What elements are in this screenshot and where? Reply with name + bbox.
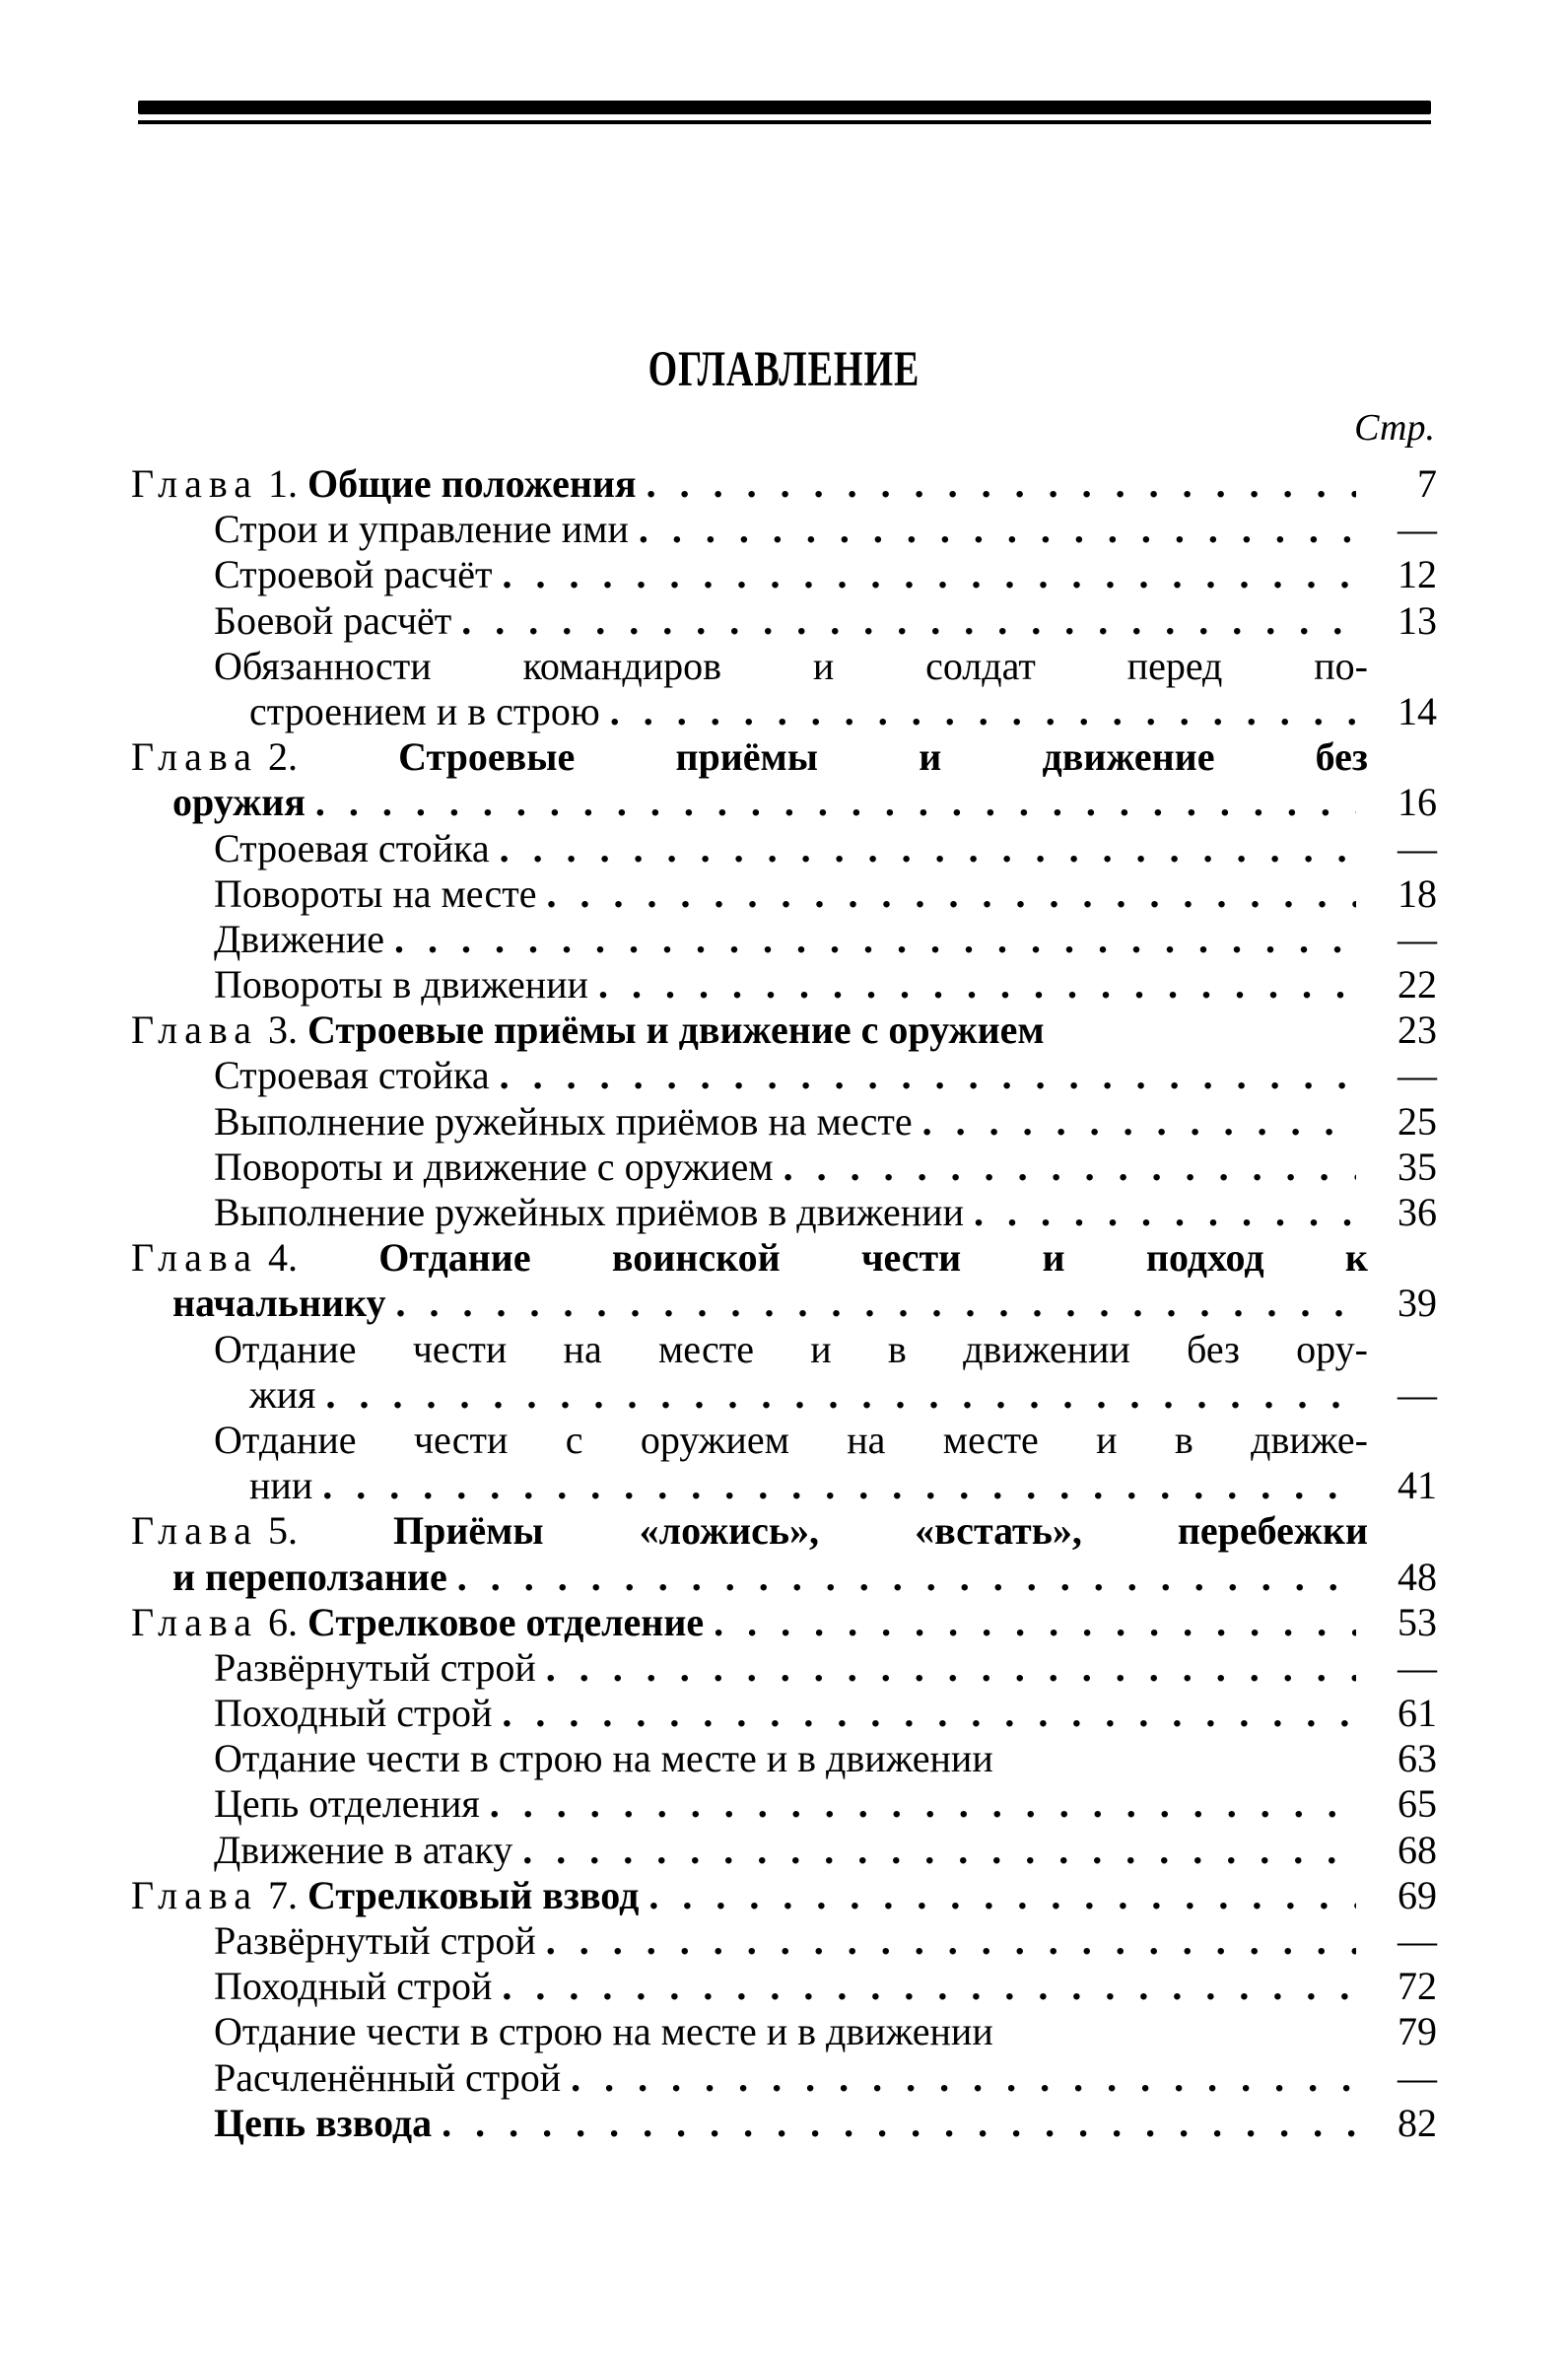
entry-label bbox=[131, 1007, 1368, 1053]
page-number: — bbox=[1398, 1371, 1437, 1417]
chapter-title-word: «ложись», bbox=[639, 1508, 820, 1554]
toc-section-entry[interactable] bbox=[131, 1418, 1437, 1463]
chapter-title-word: «встать», bbox=[915, 1508, 1082, 1554]
section-title-word: месте bbox=[942, 1417, 1039, 1462]
toc-chapter-entry-continuation[interactable] bbox=[131, 780, 1437, 825]
chapter-title-word: к bbox=[1344, 1235, 1368, 1281]
chapter-prefix: Глава bbox=[131, 1235, 258, 1281]
chapter-title-word: приёмы bbox=[675, 734, 819, 780]
entry-label: и переползание bbox=[172, 1554, 447, 1599]
entry-label: Походный строй bbox=[214, 1691, 493, 1736]
entry-label: Цепь отделения bbox=[214, 1781, 480, 1827]
toc-section-entry[interactable] bbox=[131, 1918, 1437, 1964]
dot-leader bbox=[322, 1463, 1356, 1508]
entry-label bbox=[131, 734, 1368, 780]
page-number: 22 bbox=[1398, 962, 1437, 1007]
section-title-word: по- bbox=[1314, 643, 1368, 688]
toc-section-entry[interactable] bbox=[131, 1327, 1437, 1372]
entry-label bbox=[131, 1873, 639, 1918]
section-title-word: на bbox=[847, 1417, 886, 1462]
chapter-prefix: Глава bbox=[131, 1599, 258, 1644]
entry-label: Походный строй bbox=[214, 1964, 493, 2009]
entry-label: Отдание чести в строю на месте и в движении bbox=[214, 1736, 993, 1781]
entry-label: Движение bbox=[214, 916, 385, 961]
entry-label: Строи и управление ими bbox=[214, 507, 629, 552]
page-number: — bbox=[1398, 825, 1437, 870]
dot-leader bbox=[500, 826, 1356, 871]
page-number: 7 bbox=[1417, 461, 1437, 506]
chapter-prefix: Глава bbox=[131, 461, 258, 506]
page-number: 82 bbox=[1398, 2100, 1437, 2145]
toc-section-entry[interactable] bbox=[131, 507, 1437, 552]
dot-leader bbox=[500, 1053, 1356, 1098]
dot-leader bbox=[502, 1691, 1356, 1736]
toc-section-entry[interactable] bbox=[131, 1053, 1437, 1098]
dot-leader bbox=[546, 1918, 1356, 1964]
section-title-word: движении bbox=[963, 1326, 1130, 1371]
entry-label: Расчленённый строй bbox=[214, 2054, 562, 2100]
section-title-word: ору- bbox=[1296, 1326, 1368, 1371]
chapter-prefix: Глава bbox=[131, 1007, 258, 1053]
chapter-prefix: Глава bbox=[131, 734, 258, 780]
entry-label bbox=[131, 1508, 1368, 1554]
section-title-word: перед bbox=[1126, 643, 1223, 688]
dot-leader bbox=[714, 1600, 1356, 1645]
toc-section-entry[interactable] bbox=[131, 962, 1437, 1007]
chapter-number: 6. bbox=[267, 1599, 298, 1644]
toc-section-entry-continuation[interactable] bbox=[131, 689, 1437, 734]
chapter-title-word: без bbox=[1315, 734, 1368, 780]
page-number: 13 bbox=[1398, 597, 1437, 643]
toc-section-entry-continuation[interactable] bbox=[131, 1463, 1437, 1508]
dot-leader bbox=[502, 1964, 1356, 2009]
page-number: 69 bbox=[1398, 1872, 1437, 1917]
page-number: — bbox=[1398, 2054, 1437, 2100]
page-number: — bbox=[1398, 916, 1437, 961]
chapter-title-word: Отдание bbox=[378, 1235, 531, 1281]
toc-section-entry[interactable] bbox=[131, 2009, 1437, 2054]
page-number: 61 bbox=[1398, 1691, 1437, 1736]
chapter-title-word: чести bbox=[860, 1235, 962, 1281]
section-title-word: в bbox=[1174, 1417, 1193, 1462]
toc-chapter-entry[interactable] bbox=[131, 1508, 1437, 1554]
toc-section-entry[interactable] bbox=[131, 1145, 1437, 1190]
chapter-title-word: Строевые bbox=[398, 734, 576, 780]
toc-chapter-entry[interactable] bbox=[131, 1600, 1437, 1645]
page-number: 25 bbox=[1398, 1098, 1437, 1144]
page-number: 72 bbox=[1398, 1964, 1437, 2009]
section-title-word: в bbox=[887, 1326, 907, 1371]
toc-section-entry[interactable] bbox=[131, 917, 1437, 962]
toc-section-entry[interactable] bbox=[131, 1736, 1437, 1781]
toc-chapter-entry[interactable] bbox=[131, 461, 1437, 507]
toc-section-entry[interactable] bbox=[131, 871, 1437, 917]
entry-label: Строевая стойка bbox=[214, 1053, 490, 1098]
page-number: 48 bbox=[1398, 1554, 1437, 1599]
section-title-word: без bbox=[1187, 1326, 1240, 1371]
section-title-word: с bbox=[565, 1417, 583, 1462]
page-number: 35 bbox=[1398, 1144, 1437, 1189]
chapter-title: Стрелковое отделение bbox=[307, 1599, 705, 1644]
header-rule-thick bbox=[138, 101, 1431, 114]
dot-leader bbox=[598, 962, 1356, 1007]
section-title-word: оружием bbox=[640, 1417, 789, 1462]
page-number: 68 bbox=[1398, 1827, 1437, 1872]
header-rule-thin bbox=[138, 120, 1431, 124]
dot-leader bbox=[639, 507, 1356, 552]
chapter-number: 1. bbox=[267, 461, 298, 506]
page-number: — bbox=[1398, 507, 1437, 552]
page-number: — bbox=[1398, 1644, 1437, 1690]
dot-leader bbox=[461, 598, 1356, 644]
toc-chapter-entry[interactable] bbox=[131, 1235, 1437, 1281]
entry-label bbox=[131, 1600, 704, 1645]
section-title-word: месте bbox=[657, 1326, 755, 1371]
section-title-word: Отдание bbox=[214, 1417, 357, 1462]
chapter-number: 5. bbox=[267, 1508, 298, 1554]
page-number: 41 bbox=[1398, 1463, 1437, 1508]
section-title-word: командиров bbox=[522, 643, 721, 688]
dot-leader bbox=[394, 917, 1356, 962]
toc-section-entry[interactable] bbox=[131, 1828, 1437, 1873]
entry-label: Отдание чести в строю на месте и в движении bbox=[214, 2009, 993, 2054]
entry-label: Выполнение ружейных приёмов на месте bbox=[214, 1098, 913, 1144]
chapter-title: Стрелковый взвод bbox=[307, 1872, 640, 1917]
toc-section-entry[interactable] bbox=[131, 644, 1437, 689]
page-number: 18 bbox=[1398, 870, 1437, 916]
section-title-word: и bbox=[812, 643, 835, 688]
page-number: 16 bbox=[1398, 780, 1437, 825]
entry-label bbox=[214, 644, 1368, 689]
section-title-word: и bbox=[810, 1326, 832, 1371]
entry-label: Строевая стойка bbox=[214, 825, 490, 870]
entry-label: Повороты в движении bbox=[214, 962, 588, 1007]
toc-section-entry[interactable] bbox=[131, 1099, 1437, 1145]
entry-label: нии bbox=[249, 1463, 313, 1508]
toc-chapter-entry-continuation[interactable] bbox=[131, 1555, 1437, 1600]
page-number: 36 bbox=[1398, 1190, 1437, 1234]
toc-chapter-entry-continuation[interactable] bbox=[131, 1281, 1437, 1326]
section-title-word: чести bbox=[413, 1417, 509, 1462]
chapter-number: 3. bbox=[267, 1007, 298, 1053]
dot-leader bbox=[610, 689, 1356, 734]
toc-section-entry[interactable] bbox=[131, 1190, 1437, 1235]
chapter-number: 4. bbox=[267, 1235, 298, 1281]
entry-label: строением и в строю bbox=[249, 688, 600, 733]
section-title-word: солдат bbox=[925, 643, 1036, 688]
chapter-number: 7. bbox=[267, 1872, 298, 1917]
dot-leader bbox=[442, 2101, 1356, 2146]
section-title-word: чести bbox=[412, 1326, 508, 1371]
chapter-title-word: движение bbox=[1042, 734, 1215, 780]
section-title-word: Отдание bbox=[214, 1326, 357, 1371]
section-title-word: Обязанности bbox=[214, 643, 432, 688]
toc-section-entry-continuation[interactable] bbox=[131, 1372, 1437, 1418]
dot-leader bbox=[546, 1645, 1356, 1691]
section-title-word: движе- bbox=[1251, 1417, 1368, 1462]
toc-section-entry[interactable] bbox=[131, 1781, 1437, 1827]
page-number: — bbox=[1398, 1053, 1437, 1098]
dot-leader bbox=[784, 1145, 1356, 1190]
chapter-prefix: Глава bbox=[131, 1508, 258, 1554]
dot-leader bbox=[648, 1873, 1356, 1918]
entry-label bbox=[214, 1418, 1368, 1463]
toc-section-entry[interactable] bbox=[131, 1645, 1437, 1691]
entry-label: Выполнение ружейных приёмов в движении bbox=[214, 1190, 964, 1234]
page-number: — bbox=[1398, 1918, 1437, 1963]
toc-chapter-entry[interactable] bbox=[131, 1873, 1437, 1918]
dot-leader bbox=[571, 2055, 1356, 2101]
entry-label: Цепь взвода bbox=[214, 2100, 433, 2145]
entry-label: Строевой расчёт bbox=[214, 552, 493, 597]
chapter-title: Общие положения bbox=[307, 461, 637, 506]
entry-label bbox=[214, 1327, 1368, 1372]
dot-leader bbox=[315, 780, 1356, 825]
dot-leader bbox=[922, 1099, 1356, 1145]
chapter-title-word: воинской bbox=[611, 1235, 781, 1281]
chapter-title-word: подход bbox=[1145, 1235, 1264, 1281]
page-number: 79 bbox=[1398, 2009, 1437, 2054]
toc-section-entry[interactable] bbox=[131, 598, 1437, 644]
chapter-title-word: перебежки bbox=[1177, 1508, 1368, 1554]
toc-chapter-entry[interactable] bbox=[131, 1007, 1437, 1053]
chapter-title-word: и bbox=[1042, 1235, 1065, 1281]
section-title-word: на bbox=[563, 1326, 602, 1371]
page-number: 12 bbox=[1398, 552, 1437, 597]
dot-leader bbox=[502, 552, 1356, 597]
page-number: 14 bbox=[1398, 688, 1437, 733]
section-title-word: и bbox=[1096, 1417, 1118, 1462]
dot-leader bbox=[457, 1555, 1356, 1600]
page-title: ОГЛАВЛЕНИЕ bbox=[648, 341, 920, 398]
chapter-title-word: и bbox=[919, 734, 942, 780]
entry-label: оружия bbox=[172, 780, 306, 825]
dot-leader bbox=[647, 461, 1356, 507]
entry-label bbox=[131, 1235, 1368, 1281]
entry-label: Боевой расчёт bbox=[214, 597, 452, 643]
toc-chapter-entry[interactable] bbox=[131, 734, 1437, 780]
page-column-label: Стр. bbox=[1354, 407, 1435, 449]
page-number: 53 bbox=[1398, 1599, 1437, 1644]
entry-label bbox=[131, 461, 637, 507]
dot-leader bbox=[490, 1781, 1356, 1827]
entry-label: Повороты на месте bbox=[214, 870, 537, 916]
dot-leader bbox=[522, 1828, 1356, 1873]
entry-label: начальнику bbox=[172, 1281, 386, 1326]
entry-label: Движение в атаку bbox=[214, 1827, 513, 1872]
page-number: 23 bbox=[1398, 1007, 1437, 1053]
chapter-title: Строевые приёмы и движение с оружием bbox=[307, 1007, 1045, 1053]
toc-section-entry[interactable] bbox=[131, 2055, 1437, 2101]
chapter-title-word: Приёмы bbox=[392, 1508, 544, 1554]
dot-leader bbox=[396, 1281, 1356, 1326]
toc-section-entry[interactable] bbox=[131, 2101, 1437, 2146]
entry-label: Развёрнутый строй bbox=[214, 1918, 536, 1963]
dot-leader bbox=[974, 1190, 1356, 1235]
entry-label: жия bbox=[249, 1371, 316, 1417]
toc-section-entry[interactable] bbox=[131, 1691, 1437, 1736]
table-of-contents bbox=[131, 461, 1437, 2146]
dot-leader bbox=[325, 1372, 1356, 1418]
entry-label: Развёрнутый строй bbox=[214, 1644, 536, 1690]
page-number: 39 bbox=[1398, 1281, 1437, 1326]
chapter-number: 2. bbox=[267, 734, 298, 780]
entry-label: Повороты и движение с оружием bbox=[214, 1144, 774, 1189]
page-number: 63 bbox=[1398, 1736, 1437, 1781]
toc-section-entry[interactable] bbox=[131, 826, 1437, 871]
toc-section-entry[interactable] bbox=[131, 1964, 1437, 2009]
page-number: 65 bbox=[1398, 1781, 1437, 1827]
dot-leader bbox=[547, 871, 1356, 917]
chapter-prefix: Глава bbox=[131, 1872, 258, 1917]
toc-section-entry[interactable] bbox=[131, 552, 1437, 597]
